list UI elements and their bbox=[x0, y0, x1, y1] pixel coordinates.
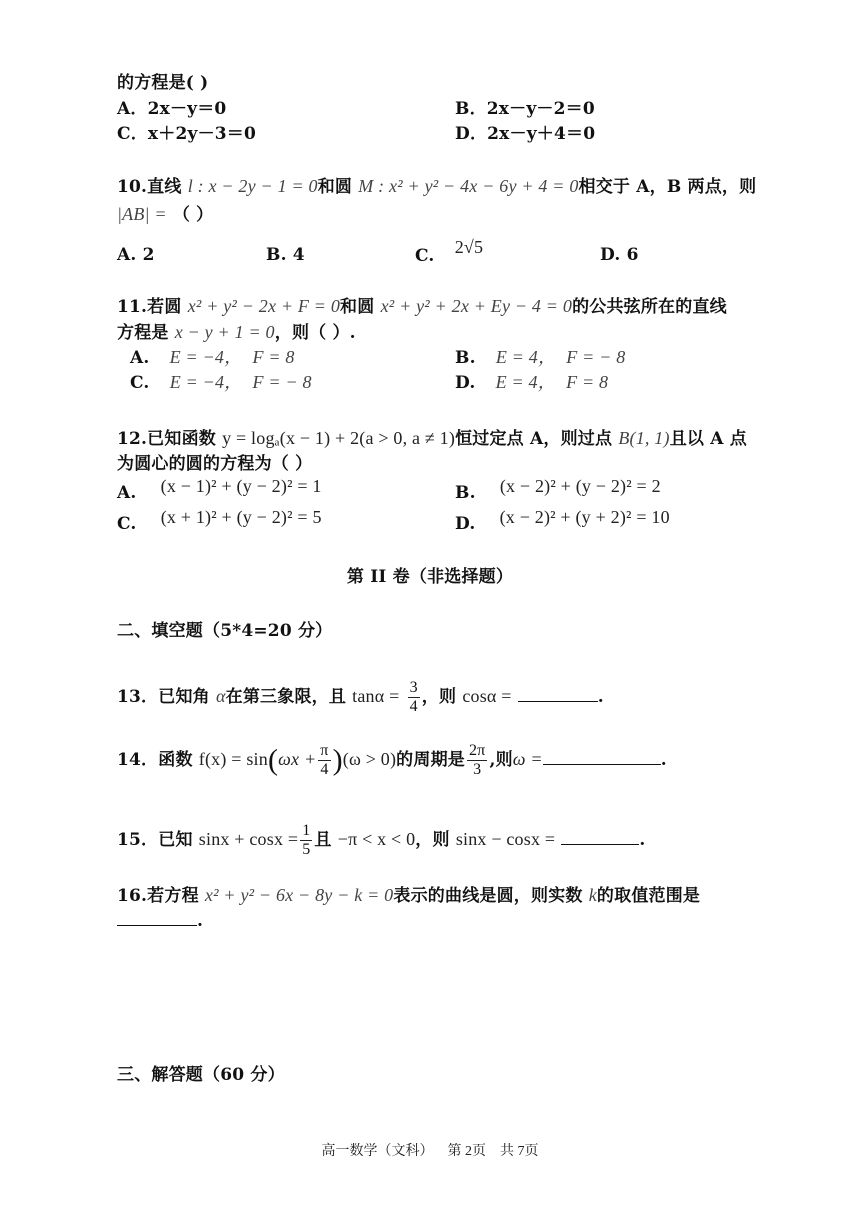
q10-option-c-value: 2√5 bbox=[454, 237, 484, 257]
q11-option-a-label: A. bbox=[130, 348, 150, 368]
q11-option-d-f: F = 8 bbox=[566, 372, 609, 392]
q11-option-d-e: E = 4， bbox=[495, 372, 556, 392]
q15-answer-blank[interactable] bbox=[561, 830, 639, 845]
q13-cos: cosα = bbox=[462, 686, 512, 706]
q10-and-circle: 和圆 bbox=[317, 177, 353, 197]
q13-answer-blank[interactable] bbox=[518, 687, 598, 702]
q14-text-a: 14．函数 bbox=[117, 750, 193, 770]
q16-text-a: 16.若方程 bbox=[117, 886, 199, 906]
q11-option-b-e: E = 4， bbox=[495, 347, 557, 367]
q12-option-a bbox=[117, 476, 322, 504]
q9-option-b: B．2x－y－2＝0 bbox=[455, 99, 595, 119]
q12-function: y = logₐ(x − 1) + 2(a > 0, a ≠ 1) bbox=[222, 428, 456, 448]
q13-tan: tanα = bbox=[352, 686, 400, 706]
q11-option-a-f: F = 8 bbox=[252, 347, 295, 367]
q13-end: . bbox=[597, 687, 604, 707]
q11-option-c-label: C. bbox=[130, 373, 150, 393]
q11-tail: 的公共弦所在的直线 bbox=[572, 297, 727, 317]
q10-line-equation: l : x − 2y − 1 = 0 bbox=[187, 176, 318, 196]
q14 bbox=[117, 737, 667, 785]
q10-circle-equation: M : x² + y² − 4x − 6y + 4 = 0 bbox=[358, 176, 579, 196]
q12-stem-line2: 为圆心的圆的方程为（ ） bbox=[117, 454, 313, 474]
q16-k: k bbox=[588, 885, 597, 905]
q16-answer-blank[interactable] bbox=[117, 911, 197, 926]
q11-option-b-f: F = − 8 bbox=[566, 347, 626, 367]
q11-option-b-label: B. bbox=[455, 348, 476, 368]
q15-fraction bbox=[300, 822, 312, 859]
q15-expr2: sinx − cosx = bbox=[455, 829, 556, 849]
q12-mid: 恒过定点 A，则过点 bbox=[455, 429, 613, 449]
q10-option-a: A. 2 bbox=[117, 245, 155, 265]
q14-answer-blank[interactable] bbox=[543, 750, 661, 765]
q16 bbox=[117, 884, 700, 907]
q11-option-a bbox=[130, 346, 295, 369]
q12-point-b: B(1, 1) bbox=[618, 428, 670, 448]
q15-text-a: 15．已知 bbox=[117, 830, 193, 850]
q11-number: 11.若圆 bbox=[117, 297, 182, 317]
q14-function: f(x) = sin bbox=[198, 749, 268, 769]
q9-option-c: C．x＋2y－3＝0 bbox=[117, 124, 257, 144]
q15-fraction-den: 5 bbox=[302, 841, 311, 858]
q14-omega-x: ωx + bbox=[278, 749, 317, 769]
q11-line2-b: ，则（ ）. bbox=[274, 323, 356, 343]
q11-option-c-f: F = − 8 bbox=[252, 372, 312, 392]
q11-option-c-e: E = −4， bbox=[169, 372, 243, 392]
q13-text-b: 在第三象限，且 bbox=[225, 687, 347, 707]
q14-text-c: ,则 bbox=[489, 750, 513, 770]
q10-answer-paren: （ ） bbox=[172, 205, 214, 225]
q10-option-c-label: C. bbox=[415, 246, 435, 266]
q15-fraction-num: 1 bbox=[302, 822, 311, 839]
q16-equation: x² + y² − 6x − 8y − k = 0 bbox=[204, 885, 394, 905]
q13-fraction-num: 3 bbox=[409, 679, 418, 696]
q14-period-fraction bbox=[467, 742, 487, 779]
q16-text-c: 的取值范围是 bbox=[596, 886, 701, 906]
q15-expr1: sinx + cosx = bbox=[198, 829, 299, 849]
q14-paren-close: ) bbox=[332, 743, 343, 777]
q13 bbox=[117, 678, 604, 718]
q11-option-d bbox=[455, 371, 608, 394]
q14-end: . bbox=[660, 750, 667, 770]
q15 bbox=[117, 821, 645, 861]
q13-text-c: ，则 bbox=[421, 687, 457, 707]
q10-number: 10.直线 bbox=[117, 177, 182, 197]
q16-text-b: 表示的曲线是圆，则实数 bbox=[393, 886, 583, 906]
q11-option-a-e: E = −4， bbox=[169, 347, 243, 367]
q10-option-b: B. 4 bbox=[266, 245, 305, 265]
q12-option-a-eq: (x − 1)² + (y − 2)² = 1 bbox=[160, 476, 322, 496]
q13-alpha: α bbox=[215, 686, 226, 706]
q16-line2 bbox=[117, 910, 203, 932]
q12-stem bbox=[117, 427, 747, 450]
q12-option-c-eq: (x + 1)² + (y − 2)² = 5 bbox=[160, 507, 322, 527]
q10-ab-abs: |AB| = bbox=[117, 204, 167, 224]
q12-option-c-label: C. bbox=[117, 514, 137, 534]
section2-title: 第 II 卷（非选择题） bbox=[346, 567, 514, 587]
q15-range: −π < x < 0 bbox=[337, 829, 416, 849]
q14-condition: (ω > 0) bbox=[342, 749, 397, 769]
q14-paren-open: ( bbox=[267, 743, 279, 777]
q10-stem bbox=[117, 175, 756, 198]
q10-option-d: D. 6 bbox=[600, 245, 639, 265]
q12-option-c bbox=[117, 507, 322, 535]
q11-circle1: x² + y² − 2x + F = 0 bbox=[187, 296, 341, 316]
page-footer: 高一数学（文科） 第 2页 共 7页 bbox=[321, 1144, 539, 1159]
q12-option-b bbox=[455, 476, 661, 504]
q11-stem bbox=[117, 295, 727, 318]
q12-option-b-eq: (x − 2)² + (y − 2)² = 2 bbox=[499, 476, 661, 496]
q10-tail: 相交于 A，B 两点，则 bbox=[578, 177, 757, 197]
q13-fraction-den: 4 bbox=[409, 698, 418, 715]
q14-pi: π bbox=[320, 742, 329, 759]
section3-heading: 三、解答题（60 分） bbox=[117, 1065, 285, 1085]
q9-option-a: A．2x－y＝0 bbox=[117, 99, 227, 119]
q14-pi-over-4 bbox=[318, 742, 330, 779]
q11-and: 和圆 bbox=[340, 297, 375, 317]
q14-omega: ω = bbox=[512, 749, 543, 769]
q14-four: 4 bbox=[320, 761, 329, 778]
q10-stem-line2 bbox=[117, 203, 213, 226]
q15-text-c: ，则 bbox=[415, 830, 450, 850]
q12-option-a-label: A. bbox=[117, 483, 137, 503]
q11-line-equation: x − y + 1 = 0 bbox=[174, 322, 275, 342]
q12-number: 12.已知函数 bbox=[117, 429, 216, 449]
q12-tail: 且以 A 点 bbox=[669, 429, 747, 449]
q13-fraction bbox=[408, 679, 420, 716]
q10-option-c bbox=[415, 237, 484, 267]
q11-circle2: x² + y² + 2x + Ey − 4 = 0 bbox=[380, 296, 573, 316]
q11-option-d-label: D. bbox=[455, 373, 476, 393]
q11-option-c bbox=[130, 371, 312, 394]
q12-option-d bbox=[455, 507, 670, 535]
q16-end: . bbox=[197, 911, 204, 931]
q15-text-b: 且 bbox=[314, 830, 332, 850]
q11-stem-line2 bbox=[117, 321, 356, 344]
q12-option-d-label: D. bbox=[455, 514, 476, 534]
q11-option-b bbox=[455, 346, 625, 369]
q12-option-b-label: B. bbox=[455, 483, 476, 503]
q13-text-a: 13．已知角 bbox=[117, 687, 210, 707]
q9-stem-tail: 的方程是( ) bbox=[117, 73, 209, 93]
q14-text-b: 的周期是 bbox=[396, 750, 465, 770]
q14-two-pi: 2π bbox=[468, 742, 486, 759]
q15-end: . bbox=[639, 830, 646, 850]
q14-three: 3 bbox=[473, 761, 482, 778]
q9-option-d: D．2x－y＋4＝0 bbox=[455, 124, 596, 144]
q11-line2-a: 方程是 bbox=[117, 323, 169, 343]
q12-option-d-eq: (x − 2)² + (y + 2)² = 10 bbox=[499, 507, 670, 527]
section2-heading: 二、填空题（5*4=20 分） bbox=[117, 621, 333, 641]
